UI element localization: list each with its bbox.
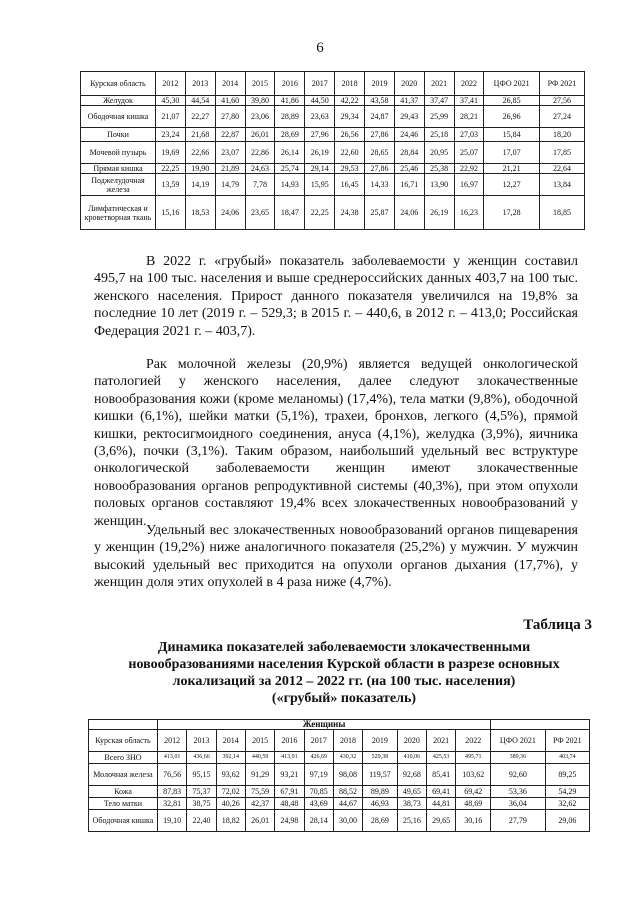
table-label: Таблица 3 bbox=[523, 617, 592, 633]
value-cell: 32,62 bbox=[545, 798, 589, 810]
value-cell: 19,10 bbox=[158, 810, 187, 832]
table-row bbox=[89, 798, 590, 810]
header-cell: 2012 bbox=[158, 730, 187, 752]
value-cell: 14,19 bbox=[185, 174, 215, 196]
header-cell: Курская область bbox=[81, 72, 156, 96]
value-cell: 95,15 bbox=[187, 764, 216, 786]
value-cell: 69,42 bbox=[456, 786, 491, 798]
value-cell: 29,53 bbox=[335, 164, 365, 174]
value-cell: 25,74 bbox=[275, 164, 305, 174]
value-cell: 44,67 bbox=[333, 798, 362, 810]
header-cell: 2015 bbox=[245, 730, 274, 752]
table-row bbox=[89, 764, 590, 786]
group-header-row bbox=[89, 720, 590, 730]
value-cell: 44,50 bbox=[305, 96, 335, 106]
header-cell: 2018 bbox=[335, 72, 365, 96]
row-label-cell: Лимфатическая и кроветворная ткань bbox=[81, 196, 156, 230]
value-cell: 13,90 bbox=[424, 174, 454, 196]
value-cell: 93,62 bbox=[216, 764, 245, 786]
value-cell: 42,22 bbox=[335, 96, 365, 106]
row-label-cell: Молочная железа bbox=[89, 764, 158, 786]
table-row bbox=[81, 96, 585, 106]
value-cell: 392,14 bbox=[216, 752, 245, 764]
row-label-cell: Ободочная кишка bbox=[89, 810, 158, 832]
value-cell: 28,14 bbox=[304, 810, 333, 832]
value-cell: 19,69 bbox=[156, 142, 186, 164]
value-cell: 26,56 bbox=[335, 128, 365, 142]
value-cell: 39,80 bbox=[245, 96, 275, 106]
value-cell: 21,21 bbox=[484, 164, 539, 174]
header-cell: 2020 bbox=[394, 72, 424, 96]
value-cell: 22,86 bbox=[245, 142, 275, 164]
header-cell: РФ 2021 bbox=[539, 72, 584, 96]
value-cell: 22,66 bbox=[185, 142, 215, 164]
value-cell: 26,14 bbox=[275, 142, 305, 164]
value-cell: 24,38 bbox=[335, 196, 365, 230]
row-label-cell: Кожа bbox=[89, 786, 158, 798]
value-cell: 27,79 bbox=[491, 810, 545, 832]
table-row bbox=[81, 106, 585, 128]
title-line: Динамика показателей заболеваемости злокачественными bbox=[157, 640, 531, 655]
value-cell: 27,56 bbox=[539, 96, 584, 106]
value-cell: 53,36 bbox=[491, 786, 545, 798]
header-cell: 2012 bbox=[156, 72, 186, 96]
header-cell: Курская область bbox=[89, 730, 158, 752]
value-cell: 18,47 bbox=[275, 196, 305, 230]
value-cell: 32,81 bbox=[158, 798, 187, 810]
value-cell: 41,60 bbox=[215, 96, 245, 106]
value-cell: 12,27 bbox=[484, 174, 539, 196]
value-cell: 410,06 bbox=[397, 752, 426, 764]
value-cell: 21,07 bbox=[156, 106, 186, 128]
value-cell: 76,56 bbox=[158, 764, 187, 786]
header-row bbox=[89, 730, 590, 752]
row-label-cell: Прямая кишка bbox=[81, 164, 156, 174]
value-cell: 36,04 bbox=[491, 798, 545, 810]
value-cell: 30,00 bbox=[333, 810, 362, 832]
header-cell: 2021 bbox=[426, 730, 455, 752]
value-cell: 403,74 bbox=[545, 752, 589, 764]
value-cell: 27,86 bbox=[365, 164, 395, 174]
value-cell: 28,69 bbox=[275, 128, 305, 142]
value-cell: 26,01 bbox=[245, 810, 274, 832]
value-cell: 89,25 bbox=[545, 764, 589, 786]
value-cell: 28,84 bbox=[394, 142, 424, 164]
value-cell: 17,07 bbox=[484, 142, 539, 164]
table-row bbox=[81, 196, 585, 230]
value-cell: 87,83 bbox=[158, 786, 187, 798]
value-cell: 92,60 bbox=[491, 764, 545, 786]
value-cell: 92,68 bbox=[397, 764, 426, 786]
value-cell: 45,30 bbox=[156, 96, 186, 106]
header-row bbox=[81, 72, 585, 96]
paragraph-3: Удельный вес злокачественных новообразований органов пищеварения у женщин (19,2%) ниже аналогичного показателя (25,2%) у мужчин. У мужчин высокий удельный вес приходится на опухоли органов дыхания (17,7%), у женщин доля этих опухолей в 4 раза ниже (4,7%). bbox=[94, 523, 578, 591]
value-cell: 27,80 bbox=[215, 106, 245, 128]
row-label-cell: Ободочная кишка bbox=[81, 106, 156, 128]
value-cell: 25,46 bbox=[394, 164, 424, 174]
value-cell: 24,06 bbox=[394, 196, 424, 230]
value-cell: 413,01 bbox=[158, 752, 187, 764]
value-cell: 440,59 bbox=[245, 752, 274, 764]
value-cell: 22,25 bbox=[305, 196, 335, 230]
table-3 bbox=[88, 719, 590, 832]
header-cell: ЦФО 2021 bbox=[484, 72, 539, 96]
value-cell: 16,97 bbox=[454, 174, 484, 196]
value-cell: 15,95 bbox=[305, 174, 335, 196]
value-cell: 40,26 bbox=[216, 798, 245, 810]
value-cell: 15,84 bbox=[484, 128, 539, 142]
value-cell: 18,85 bbox=[539, 196, 584, 230]
value-cell: 69,41 bbox=[426, 786, 455, 798]
value-cell: 17,85 bbox=[539, 142, 584, 164]
value-cell: 18,53 bbox=[185, 196, 215, 230]
value-cell: 27,24 bbox=[539, 106, 584, 128]
value-cell: 46,93 bbox=[363, 798, 397, 810]
value-cell: 13,59 bbox=[156, 174, 186, 196]
row-label-cell: Почки bbox=[81, 128, 156, 142]
table-row bbox=[89, 810, 590, 832]
value-cell: 48,69 bbox=[456, 798, 491, 810]
header-cell: РФ 2021 bbox=[545, 730, 589, 752]
value-cell: 44,81 bbox=[426, 798, 455, 810]
value-cell: 436,66 bbox=[187, 752, 216, 764]
value-cell: 25,07 bbox=[454, 142, 484, 164]
value-cell: 14,79 bbox=[215, 174, 245, 196]
header-cell: 2013 bbox=[185, 72, 215, 96]
header-cell: 2018 bbox=[333, 730, 362, 752]
value-cell: 91,29 bbox=[245, 764, 274, 786]
title-line: новообразованиями населения Курской области в разрезе основных bbox=[128, 657, 560, 672]
value-cell: 48,48 bbox=[275, 798, 304, 810]
value-cell: 24,98 bbox=[275, 810, 304, 832]
value-cell: 25,38 bbox=[424, 164, 454, 174]
header-cell: 2022 bbox=[454, 72, 484, 96]
empty-cell bbox=[89, 720, 158, 730]
value-cell: 93,21 bbox=[275, 764, 304, 786]
value-cell: 22,40 bbox=[187, 810, 216, 832]
value-cell: 119,57 bbox=[363, 764, 397, 786]
value-cell: 18,20 bbox=[539, 128, 584, 142]
value-cell: 49,65 bbox=[397, 786, 426, 798]
value-cell: 29,43 bbox=[394, 106, 424, 128]
value-cell: 26,01 bbox=[245, 128, 275, 142]
value-cell: 430,32 bbox=[333, 752, 362, 764]
value-cell: 28,89 bbox=[275, 106, 305, 128]
value-cell: 25,87 bbox=[365, 196, 395, 230]
empty-cell bbox=[491, 720, 590, 730]
value-cell: 26,85 bbox=[484, 96, 539, 106]
header-cell: 2014 bbox=[216, 730, 245, 752]
value-cell: 30,16 bbox=[456, 810, 491, 832]
value-cell: 22,87 bbox=[215, 128, 245, 142]
value-cell: 27,03 bbox=[454, 128, 484, 142]
row-label-cell: Мочевой пузырь bbox=[81, 142, 156, 164]
value-cell: 88,52 bbox=[333, 786, 362, 798]
value-cell: 22,64 bbox=[539, 164, 584, 174]
value-cell: 75,59 bbox=[245, 786, 274, 798]
value-cell: 23,24 bbox=[156, 128, 186, 142]
header-cell: 2017 bbox=[304, 730, 333, 752]
row-label-cell: Тело матки bbox=[89, 798, 158, 810]
value-cell: 495,71 bbox=[456, 752, 491, 764]
value-cell: 23,07 bbox=[215, 142, 245, 164]
row-label-cell: Поджелудочная железа bbox=[81, 174, 156, 196]
header-cell: 2015 bbox=[245, 72, 275, 96]
value-cell: 25,18 bbox=[424, 128, 454, 142]
value-cell: 54,29 bbox=[545, 786, 589, 798]
value-cell: 27,86 bbox=[365, 128, 395, 142]
value-cell: 16,71 bbox=[394, 174, 424, 196]
value-cell: 28,21 bbox=[454, 106, 484, 128]
value-cell: 44,54 bbox=[185, 96, 215, 106]
table-row bbox=[81, 142, 585, 164]
group-label-cell: Женщины bbox=[158, 720, 491, 730]
value-cell: 24,63 bbox=[245, 164, 275, 174]
paragraph-2: Рак молочной железы (20,9%) является ведущей онкологической патологией у женского населения, далее следуют злокачественные новообразования кожи (кроме меланомы) (17,4%), тела матки (9,8%), ободочной кишки (6,1%), шейки матки (5,1%), трахеи, бронхов, легкого (4,5%), прямой кишки, ректосигмоидного соединения, ануса (4,1%), желудка (3,9%), яичника (3,6%), почки (3,1%). Таким образом, наибольший удельный вес вструктуре онкологической заболеваемости женщин имеют злокачественные новообразования органов репродуктивной системы (40,3%), при этом опухоли половых органов составляют 19,4% всех злокачественных новообразований у женщин. bbox=[94, 357, 578, 529]
value-cell: 21,68 bbox=[185, 128, 215, 142]
title-line: («грубый» показатель) bbox=[271, 691, 417, 706]
value-cell: 24,87 bbox=[365, 106, 395, 128]
table-row bbox=[81, 164, 585, 174]
header-cell: 2016 bbox=[275, 72, 305, 96]
value-cell: 38,73 bbox=[397, 798, 426, 810]
header-cell: 2014 bbox=[215, 72, 245, 96]
value-cell: 19,90 bbox=[185, 164, 215, 174]
header-cell: 2021 bbox=[424, 72, 454, 96]
value-cell: 41,37 bbox=[394, 96, 424, 106]
value-cell: 26,19 bbox=[305, 142, 335, 164]
value-cell: 22,92 bbox=[454, 164, 484, 174]
header-cell: 2013 bbox=[187, 730, 216, 752]
value-cell: 20,95 bbox=[424, 142, 454, 164]
row-label-cell: Всего ЗНО bbox=[89, 752, 158, 764]
value-cell: 72,02 bbox=[216, 786, 245, 798]
value-cell: 67,91 bbox=[275, 786, 304, 798]
value-cell: 13,84 bbox=[539, 174, 584, 196]
value-cell: 85,41 bbox=[426, 764, 455, 786]
value-cell: 529,38 bbox=[363, 752, 397, 764]
value-cell: 70,85 bbox=[304, 786, 333, 798]
value-cell: 28,69 bbox=[363, 810, 397, 832]
table-row bbox=[81, 174, 585, 196]
value-cell: 22,25 bbox=[156, 164, 186, 174]
value-cell: 23,06 bbox=[245, 106, 275, 128]
value-cell: 37,41 bbox=[454, 96, 484, 106]
value-cell: 37,47 bbox=[424, 96, 454, 106]
value-cell: 18,82 bbox=[216, 810, 245, 832]
value-cell: 97,19 bbox=[304, 764, 333, 786]
value-cell: 426,69 bbox=[304, 752, 333, 764]
value-cell: 413,91 bbox=[275, 752, 304, 764]
value-cell: 14,93 bbox=[275, 174, 305, 196]
value-cell: 16,23 bbox=[454, 196, 484, 230]
value-cell: 41,86 bbox=[275, 96, 305, 106]
value-cell: 25,16 bbox=[397, 810, 426, 832]
value-cell: 24,46 bbox=[394, 128, 424, 142]
value-cell: 42,37 bbox=[245, 798, 274, 810]
value-cell: 27,96 bbox=[305, 128, 335, 142]
value-cell: 29,65 bbox=[426, 810, 455, 832]
value-cell: 26,96 bbox=[484, 106, 539, 128]
value-cell: 15,16 bbox=[156, 196, 186, 230]
header-cell: 2020 bbox=[397, 730, 426, 752]
value-cell: 14,33 bbox=[365, 174, 395, 196]
value-cell: 22,27 bbox=[185, 106, 215, 128]
table-title bbox=[94, 639, 594, 707]
value-cell: 16,45 bbox=[335, 174, 365, 196]
value-cell: 28,65 bbox=[365, 142, 395, 164]
value-cell: 75,37 bbox=[187, 786, 216, 798]
table-row bbox=[81, 128, 585, 142]
paragraph-1: В 2022 г. «грубый» показатель заболеваемости у женщин составил 495,7 на 100 тыс. населения и выше среднероссийских данных 403,7 на 100 тыс. женского населения. Прирост данного показателя увеличился на 19,8% за последние 10 лет (2019 г. – 529,3; в 2015 г. – 440,6, в 2012 г. – 413,0; Российская Федерация 2021 г. – 403,7). bbox=[94, 254, 578, 339]
header-cell: 2019 bbox=[365, 72, 395, 96]
header-cell: 2017 bbox=[305, 72, 335, 96]
value-cell: 98,08 bbox=[333, 764, 362, 786]
value-cell: 29,06 bbox=[545, 810, 589, 832]
header-cell: 2016 bbox=[275, 730, 304, 752]
value-cell: 89,89 bbox=[363, 786, 397, 798]
value-cell: 29,34 bbox=[335, 106, 365, 128]
value-cell: 43,58 bbox=[365, 96, 395, 106]
value-cell: 389,36 bbox=[491, 752, 545, 764]
value-cell: 23,65 bbox=[245, 196, 275, 230]
value-cell: 7,78 bbox=[245, 174, 275, 196]
table-1 bbox=[80, 71, 585, 230]
value-cell: 24,06 bbox=[215, 196, 245, 230]
value-cell: 26,19 bbox=[424, 196, 454, 230]
value-cell: 29,14 bbox=[305, 164, 335, 174]
value-cell: 43,69 bbox=[304, 798, 333, 810]
page-number: 6 bbox=[316, 40, 324, 56]
table-row bbox=[89, 786, 590, 798]
value-cell: 23,63 bbox=[305, 106, 335, 128]
value-cell: 38,75 bbox=[187, 798, 216, 810]
value-cell: 21,89 bbox=[215, 164, 245, 174]
header-cell: 2019 bbox=[363, 730, 397, 752]
value-cell: 22,60 bbox=[335, 142, 365, 164]
table-row bbox=[89, 752, 590, 764]
value-cell: 425,53 bbox=[426, 752, 455, 764]
header-cell: ЦФО 2021 bbox=[491, 730, 545, 752]
title-line: локализаций за 2012 – 2022 гг. (на 100 тыс. населения) bbox=[172, 674, 516, 689]
value-cell: 25,99 bbox=[424, 106, 454, 128]
header-cell: 2022 bbox=[456, 730, 491, 752]
value-cell: 17,28 bbox=[484, 196, 539, 230]
row-label-cell: Желудок bbox=[81, 96, 156, 106]
value-cell: 103,62 bbox=[456, 764, 491, 786]
